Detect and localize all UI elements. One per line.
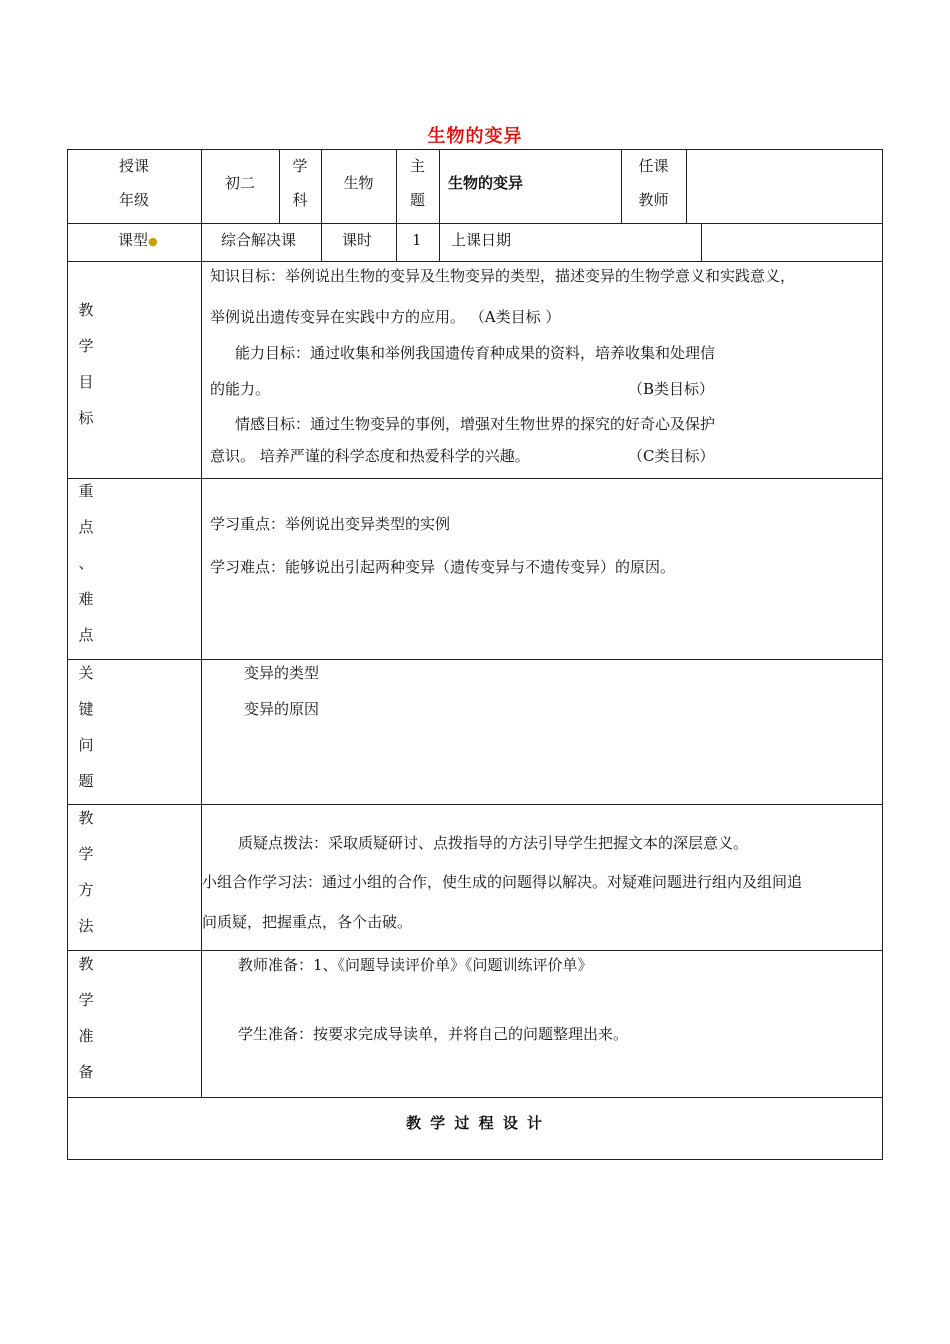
emotion-objective-line1: 情感目标：通过生物变异的事例，增强对生物世界的探究的好奇心及保护 (235, 415, 716, 433)
label-char: 法 (78, 917, 94, 935)
row-divider (67, 804, 883, 805)
method-line: 小组合作学习法：通过小组的合作，使生成的问题得以解决。对疑难问题进行组内及组间追 (202, 873, 803, 891)
method-line: 问质疑，把握重点，各个击破。 (202, 913, 413, 931)
row-divider (67, 1097, 883, 1098)
label-char: 准 (78, 1027, 94, 1045)
objectives-label (71, 292, 101, 436)
table-border-bottom (67, 1159, 883, 1160)
preparation-label (71, 946, 101, 1090)
subject-label-line1: 学 (292, 157, 308, 175)
label-char: 标 (78, 409, 94, 427)
topic-label-line1: 主 (409, 157, 425, 175)
table-border-left (67, 149, 68, 1160)
topic-value: 生物的变异 (448, 174, 524, 192)
grade-label-line2: 年级 (118, 191, 149, 209)
subject-label-line2: 科 (292, 191, 308, 209)
hours-value: 1 (412, 231, 422, 249)
label-char: 教 (78, 301, 94, 319)
label-char: 点 (78, 518, 94, 536)
key-question-item: 变异的原因 (244, 700, 320, 718)
label-char: 关 (78, 664, 94, 682)
ability-objective-line2: 的能力。 (210, 380, 271, 398)
emotion-objective-class: （C类目标） (628, 447, 715, 465)
label-char: 点 (78, 626, 94, 644)
method-line: 质疑点拨法：采取质疑研讨、点拨指导的方法引导学生把握文本的深层意义。 (238, 834, 749, 852)
label-char: 学 (78, 991, 94, 1009)
label-char: 难 (78, 590, 94, 608)
emotion-objective-line2: 意识。 培养严谨的科学态度和热爱科学的兴趣。 (210, 447, 530, 465)
row-divider (67, 478, 883, 479)
grade-value: 初二 (224, 174, 255, 192)
table-border-right (882, 149, 883, 1160)
mark-dot: ● (148, 235, 158, 248)
label-char: 、 (78, 554, 94, 572)
teacher-label-line1: 任课 (638, 157, 669, 175)
label-char: 备 (78, 1063, 94, 1081)
page-title: 生物的变异 (427, 126, 523, 147)
topic-label-line2: 题 (409, 191, 425, 209)
label-char: 学 (78, 337, 94, 355)
col-divider (396, 223, 397, 261)
col-divider (321, 223, 322, 261)
label-char: 题 (78, 772, 94, 790)
lesson-type-label (118, 230, 158, 252)
label-char: 教 (78, 955, 94, 973)
knowledge-objective-line1: 知识目标：举例说出生物的变异及生物变异的类型，描述变异的生物学意义和实践意义， (210, 267, 796, 285)
process-heading: 教 学 过 程 设 计 (405, 1114, 545, 1132)
learning-focus: 学习重点：举例说出变异类型的实例 (210, 515, 451, 533)
row-divider (67, 950, 883, 951)
teacher-preparation: 教师准备：1、《问题导读评价单》《问题训练评价单》 (238, 956, 593, 974)
lesson-type-value: 综合解决课 (221, 231, 297, 249)
learning-difficulty: 学习难点：能够说出引起两种变异（遗传变异与不遗传变异）的原因。 (210, 558, 676, 576)
col-divider (201, 223, 202, 261)
col-divider (439, 149, 440, 223)
label-char: 学 (78, 845, 94, 863)
col-divider (439, 223, 440, 261)
row-divider (67, 223, 883, 224)
knowledge-objective-line2: 举例说出遗传变异在实践中方的应用。 （A类目标 ） (210, 308, 561, 326)
row-divider (67, 261, 883, 262)
key-points-label (71, 473, 101, 653)
label-column-divider (201, 261, 202, 1097)
col-divider (701, 223, 702, 261)
methods-label (71, 800, 101, 944)
col-divider (686, 149, 687, 223)
label-char: 问 (78, 736, 94, 754)
label-char: 目 (78, 373, 94, 391)
label-char: 重 (78, 482, 94, 500)
grade-label-line1: 授课 (118, 157, 149, 175)
lesson-type-label-text: 课型 (118, 231, 149, 249)
label-char: 教 (78, 809, 94, 827)
ability-objective-line1: 能力目标：通过收集和举例我国遗传育种成果的资料，培养收集和处理信 (235, 344, 716, 362)
hours-label: 课时 (342, 231, 373, 249)
row-divider (67, 659, 883, 660)
label-char: 键 (78, 700, 94, 718)
key-questions-label (71, 655, 101, 799)
student-preparation: 学生准备：按要求完成导读单，并将自己的问题整理出来。 (238, 1025, 629, 1043)
date-label: 上课日期 (451, 231, 512, 249)
teacher-label-line2: 教师 (638, 191, 669, 209)
subject-value: 生物 (343, 174, 374, 192)
label-char: 方 (78, 881, 94, 899)
table-border-top (67, 149, 883, 150)
key-question-item: 变异的类型 (244, 664, 320, 682)
ability-objective-class: （B类目标） (628, 380, 715, 398)
